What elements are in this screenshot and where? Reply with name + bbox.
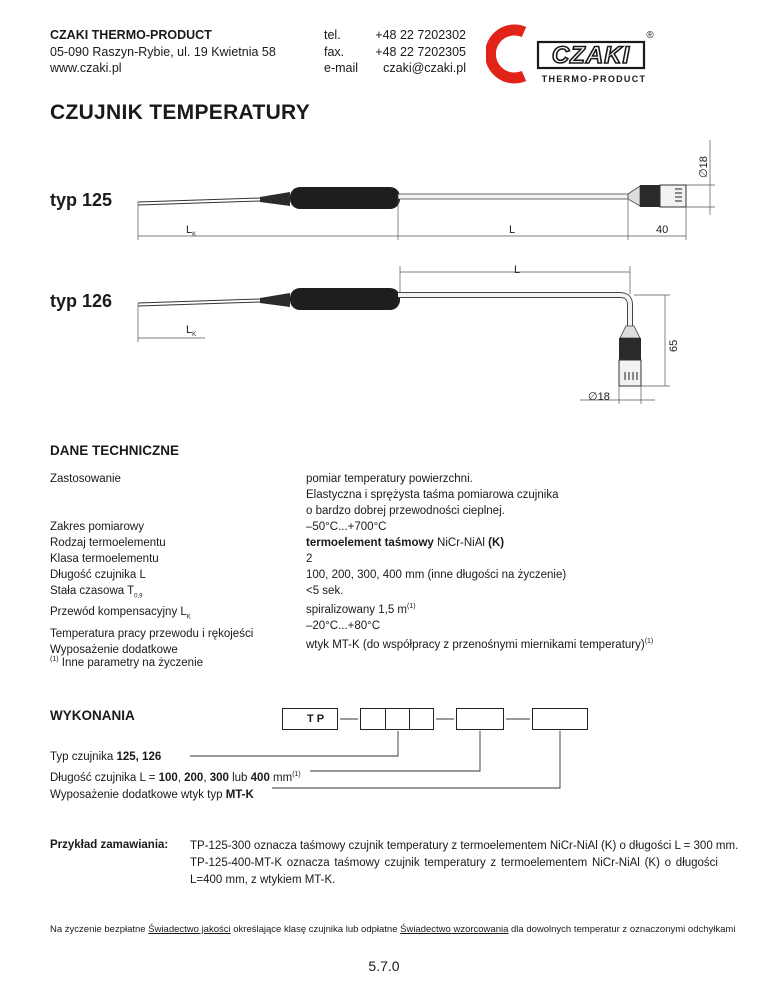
tech-label: Rodzaj termoelementu bbox=[50, 537, 166, 549]
length-line: Długość czujnika L = 100, 200, 300 lub 400 $mm^{(1)}$ bbox=[50, 771, 301, 784]
tech-value: <5 sek. bbox=[306, 585, 344, 597]
fax-value: +48 22 7202305 bbox=[375, 44, 466, 59]
logo-subtext: THERMO-PRODUCT bbox=[541, 74, 647, 84]
company-website[interactable]: www.czaki.pl bbox=[50, 61, 122, 75]
typ-125-label: typ 125 bbox=[50, 190, 113, 210]
tech-value: termoelement taśmowy NiCr-NiAl (K) bbox=[306, 537, 505, 549]
wykonania-heading: WYKONANIA bbox=[50, 708, 135, 723]
contact-labels bbox=[324, 27, 358, 77]
tech-footnote: $^{(1)}$ Inne parametry na życzenie bbox=[50, 656, 204, 669]
dim-diam18-125: ∅18 bbox=[698, 156, 710, 178]
tech-label-empty bbox=[50, 487, 253, 503]
quality-certificate-link[interactable]: Świadectwo jakości bbox=[148, 924, 231, 935]
email-label: e-mail bbox=[324, 61, 359, 75]
tech-value: –50°C...+700°C bbox=[306, 521, 387, 533]
tech-label: Zastosowanie bbox=[50, 473, 121, 485]
company-block bbox=[50, 27, 276, 77]
tech-value: wtyk MT-K (do współpracy z przenośnymi miernikami temperatury)$^{(1)}$ bbox=[306, 637, 654, 651]
tech-label: Długość czujnika L bbox=[50, 569, 146, 581]
email-value[interactable]: czaki@czaki.pl bbox=[383, 61, 466, 75]
page-title: CZUJNIK TEMPERATURY bbox=[50, 101, 311, 124]
tech-label: Temperatura pracy przewodu i rękojeści bbox=[50, 627, 254, 640]
czaki-logo bbox=[486, 24, 658, 86]
tech-value: pomiar temperatury powierzchni. bbox=[306, 473, 473, 485]
dim-lk-126: $L_K$ bbox=[186, 324, 197, 339]
tech-label: Przewód kompensacyjny $L_K$ bbox=[50, 606, 191, 621]
tech-label: Wyposażenie dodatkowe bbox=[50, 643, 178, 656]
wykonania-lines bbox=[50, 749, 301, 804]
registered-mark: ® bbox=[646, 30, 654, 41]
tech-value: o bardzo dobrej przewodności cieplnej. bbox=[306, 505, 505, 517]
tel-label: tel. bbox=[324, 28, 341, 42]
example-line: TP-125-400-MT-K oznacza taśmowy czujnik temperatury z termoelementem NiCr-NiAl (K) o długości bbox=[190, 857, 718, 869]
tech-label-empty bbox=[50, 503, 253, 519]
page-number: 5.7.0 bbox=[368, 958, 400, 974]
type-line: Typ czujnika 125, 126 bbox=[50, 751, 162, 763]
tech-labels bbox=[50, 471, 253, 658]
contact-values bbox=[372, 27, 466, 77]
typ-126-label: typ 126 bbox=[50, 291, 113, 311]
example-line: TP-125-300 oznacza taśmowy czujnik temperatury z termoelementem NiCr-NiAl (K) o długości L = 300 mm. bbox=[190, 840, 739, 852]
company-name: CZAKI THERMO-PRODUCT bbox=[50, 28, 212, 42]
fax-label: fax. bbox=[324, 44, 345, 59]
example-label: Przykład zamawiania: bbox=[50, 839, 169, 851]
tech-heading: DANE TECHNICZNE bbox=[50, 443, 180, 458]
company-address: 05-090 Raszyn-Rybie, ul. 19 Kwietnia 58 bbox=[50, 44, 276, 59]
tech-label: Klasa termoelementu bbox=[50, 553, 159, 565]
dim-40: 40 bbox=[656, 224, 669, 236]
calibration-certificate-link[interactable]: Świadectwo wzorcowania bbox=[400, 924, 509, 935]
tel-value: +48 22 7202302 bbox=[375, 28, 466, 42]
tech-label: Zakres pomiarowy bbox=[50, 521, 144, 533]
dim-diam18-126: ∅18 bbox=[588, 391, 610, 403]
code-prefix-box: T P bbox=[282, 708, 338, 730]
dim-l-126: L bbox=[513, 264, 521, 276]
probe-126-drawing bbox=[130, 258, 690, 408]
tech-label: Stała czasowa $T_{0,9}$ bbox=[50, 585, 143, 600]
example-text bbox=[190, 838, 739, 889]
probe-125-drawing bbox=[130, 140, 720, 250]
tech-value: 100, 200, 300, 400 mm (inne długości na życzenie) bbox=[306, 569, 567, 581]
footer-note: Na życzenie bezpłatne Świadectwo jakości określające klasę czujnika lub odpłatne Świadectwo wzorcowania dla dowolnych temperatur z oznaczonymi odchyłkami bbox=[50, 924, 736, 935]
tech-value: –20°C...+80°C bbox=[306, 619, 381, 632]
tech-value: 2 bbox=[306, 553, 313, 565]
example-line: L=400 mm, z wtykiem MT-K. bbox=[190, 874, 336, 886]
accessory-line: Wyposażenie dodatkowe wtyk typ MT-K bbox=[50, 788, 254, 801]
dim-65: 65 bbox=[668, 339, 680, 352]
dim-l-125: L bbox=[509, 224, 516, 236]
tech-value: Elastyczna i sprężysta taśma pomiarowa czujnika bbox=[306, 489, 559, 501]
tech-value: spiralizowany 1,5 $m^{(1)}$ bbox=[306, 603, 416, 616]
tech-values bbox=[306, 471, 653, 653]
dim-lk-125: $L_K$ bbox=[186, 224, 197, 239]
logo-text: CZAKI bbox=[551, 42, 631, 69]
